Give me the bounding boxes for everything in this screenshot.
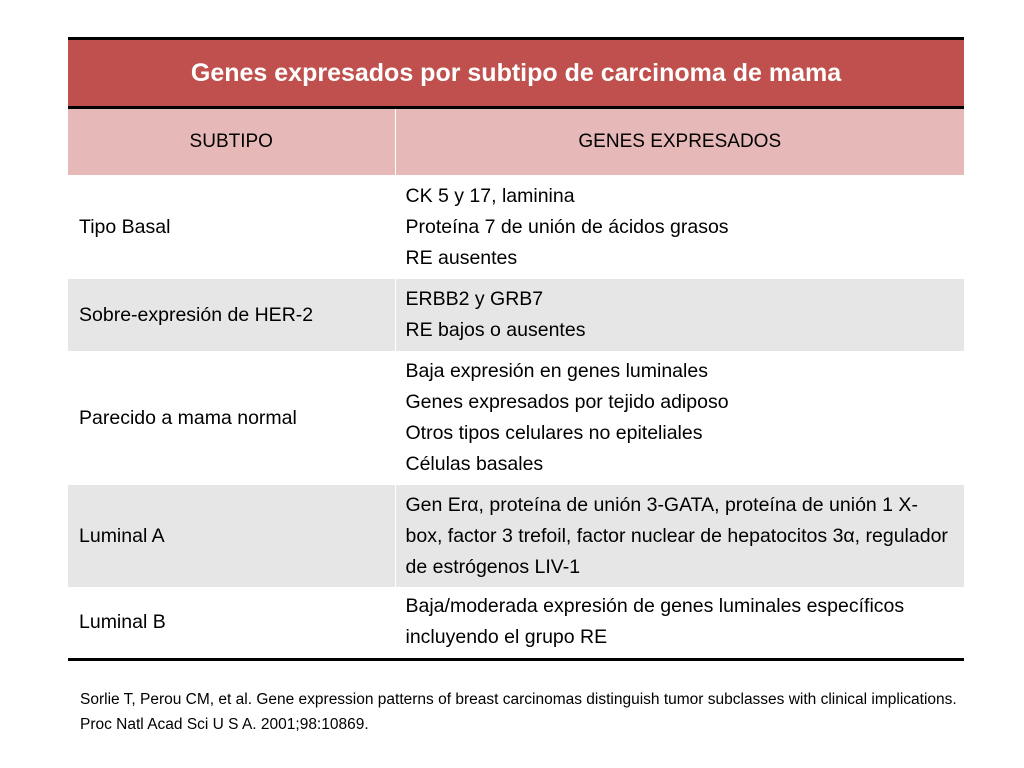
table-row [68,485,964,587]
gene-line: Células basales [405,453,544,475]
genes-cell [395,587,964,659]
column-header-genes: GENES EXPRESADOS [395,108,964,176]
gene-line: RE bajos o ausentes [405,319,586,341]
gene-line: Otros tipos celulares no epiteliales [405,422,703,444]
citation: Sorlie T, Perou CM, et al. Gene expression patterns of breast carcinomas distinguish tumor subclasses with clinical implications. Proc Natl Acad Sci U S A. 2001;98:10869. [80,691,957,733]
table-title-row [68,39,964,108]
gene-line: Baja/moderada expresión de genes luminales específicos incluyendo el grupo RE [405,595,905,649]
gene-line: RE ausentes [405,246,518,269]
gene-line: CK 5 y 17, laminina [405,184,575,207]
gene-line: Gen Erα, proteína de unión 3-GATA, proteína de unión 1 X-box, factor 3 trefoil, factor nuclear de hepatocitos 3α, regulador de estrógenos LIV-1 [405,493,948,578]
gene-line: ERBB2 y GRB7 [405,288,544,310]
genes-cell [395,351,964,485]
gene-line: Baja expresión en genes luminales [405,360,708,382]
genes-cell [395,485,964,587]
subtype-cell: Luminal A [68,485,395,587]
subtype-cell: Parecido a mama normal [68,351,395,485]
table-row [68,351,964,485]
table-header-row [68,108,964,176]
table-title: Genes expresados por subtipo de carcinoma de mama [68,39,964,108]
genes-cell [395,175,964,279]
genes-cell [395,279,964,351]
column-header-subtype: SUBTIPO [68,108,395,176]
table-row [68,587,964,659]
subtype-genes-table [68,37,964,661]
table-row [68,279,964,351]
subtype-cell: Tipo Basal [68,175,395,279]
subtype-cell: Sobre-expresión de HER-2 [68,279,395,351]
gene-line: Proteína 7 de unión de ácidos grasos [405,215,729,238]
gene-line: Genes expresados por tejido adiposo [405,391,729,413]
table-row [68,175,964,279]
subtype-cell: Luminal B [68,587,395,659]
